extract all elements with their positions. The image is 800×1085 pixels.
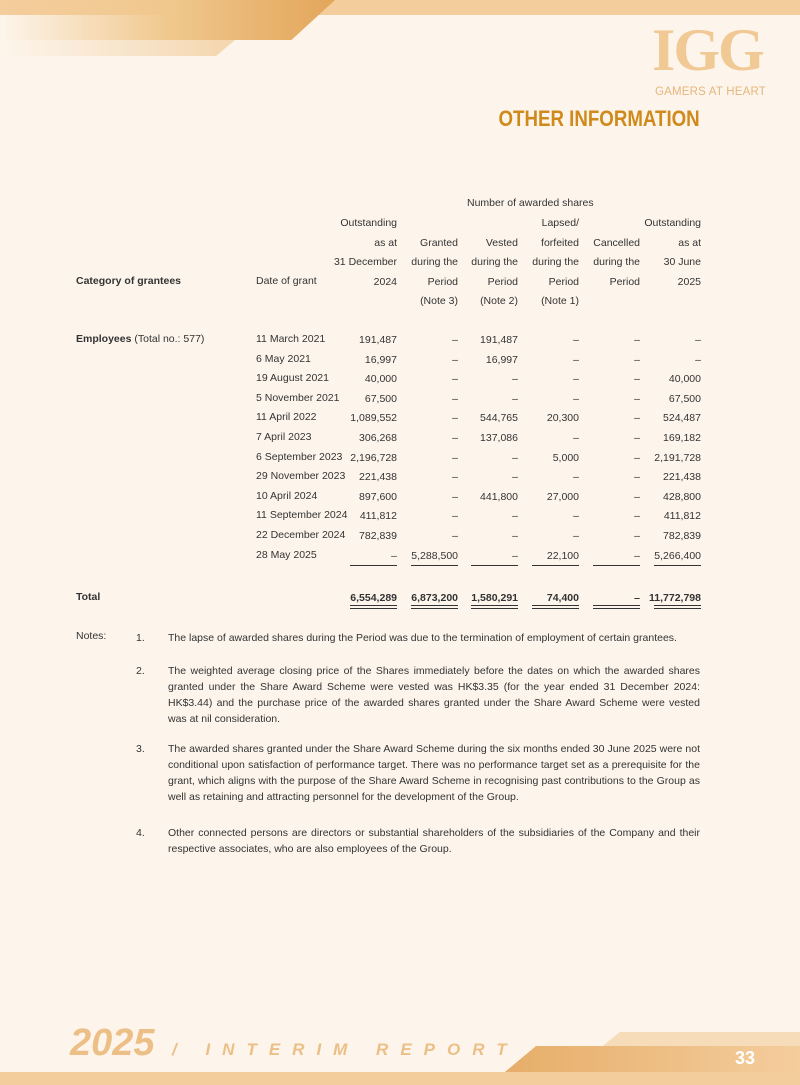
col-header-line: Lapsed/ [541, 217, 579, 229]
col-header-line: during the [411, 256, 458, 268]
share-value: – [512, 549, 518, 562]
share-value: 27,000 [546, 490, 579, 503]
col-header-line: 30 June [663, 256, 701, 268]
total-value: 11,772,798 [649, 592, 701, 604]
share-value: 221,438 [663, 471, 701, 484]
share-value: – [634, 334, 640, 346]
col-header-date: Date of grant [256, 275, 317, 287]
category-employees [76, 333, 204, 345]
section-title: OTHER INFORMATION [498, 106, 700, 131]
total-value: – [634, 592, 640, 604]
col-header-line: Cancelled [593, 236, 640, 249]
total-value: 6,873,200 [411, 592, 458, 604]
share-value: 40,000 [364, 373, 397, 386]
total-double-rule [532, 605, 579, 609]
share-value: 428,800 [663, 490, 701, 503]
total-label: Total [76, 591, 101, 603]
share-value: – [512, 510, 518, 523]
share-value: – [573, 530, 579, 542]
share-value: – [452, 412, 458, 425]
share-value: 5,266,400 [654, 549, 701, 562]
total-double-rule [350, 605, 397, 609]
share-value: 67,500 [668, 392, 701, 405]
note-text: The lapse of awarded shares during the Period was due to the termination of employment of certain grantees. [168, 632, 677, 644]
share-value: – [452, 392, 458, 405]
total-double-rule [471, 605, 518, 609]
grant-date: 11 September 2024 [256, 509, 348, 522]
share-value: 782,839 [359, 530, 397, 542]
col-header-line: Vested [485, 236, 518, 249]
share-value: 40,000 [668, 373, 701, 386]
footer-year: 2025 [70, 1022, 155, 1064]
grant-date: 22 December 2024 [256, 529, 346, 541]
col-header-line: 2024 [373, 275, 397, 288]
share-value: – [634, 412, 640, 425]
share-value: 1,089,552 [350, 412, 397, 425]
grant-date: 28 May 2025 [256, 548, 317, 561]
col-header-line: (Note 2) [480, 295, 518, 307]
share-value: – [452, 353, 458, 366]
share-value: 2,196,728 [350, 451, 397, 464]
share-value: – [573, 510, 579, 523]
col-header-line: Granted [420, 236, 458, 249]
share-value: – [512, 392, 518, 405]
share-value: – [634, 471, 640, 484]
share-value: 782,839 [663, 530, 701, 542]
col-header-line: as at [374, 236, 397, 249]
share-value: – [512, 373, 518, 386]
share-value: – [573, 373, 579, 386]
share-value: 137,086 [480, 432, 518, 444]
share-value: – [512, 451, 518, 464]
share-value: 897,600 [359, 490, 397, 503]
note-text: The awarded shares granted under the Share Award Scheme during the six months ended 30 June 2025 were not conditional upon satisfaction of performance target. There was no performance target set as a prerequisite for the grant, which aligns with the purpose of the Share Award Scheme in recognising past contributions to the Group as well as retaining and attracting personnel for the development of the Group. [168, 743, 700, 803]
header-swoosh [0, 0, 335, 40]
share-value: – [573, 471, 579, 484]
grant-date: 7 April 2023 [256, 431, 312, 443]
col-header-line: (Note 3) [420, 295, 458, 307]
col-header-line: Period [609, 275, 640, 288]
grant-date: 19 August 2021 [256, 372, 329, 385]
share-value: – [634, 392, 640, 405]
col-header-line: during the [593, 256, 640, 268]
share-value: 524,487 [663, 412, 701, 425]
share-value: – [452, 334, 458, 346]
share-value: – [634, 490, 640, 503]
note-number: 2. [136, 665, 145, 677]
share-value: 441,800 [480, 490, 518, 503]
note-text: Other connected persons are directors or substantial shareholders of the subsidiaries of the Company and their respective associates, who are also employees of the Group. [168, 827, 700, 855]
share-value: – [452, 432, 458, 444]
share-value: – [512, 530, 518, 542]
total-value: 74,400 [546, 592, 579, 604]
share-value: 169,182 [663, 432, 701, 444]
col-header-line: during the [471, 256, 518, 268]
col-header-category: Category of grantees [76, 275, 182, 287]
share-value: – [391, 549, 397, 562]
share-value: 16,997 [485, 353, 518, 366]
share-value: 411,812 [359, 510, 397, 523]
note-text: The weighted average closing price of the Shares immediately before the dates on which the awarded shares granted under the Share Award Scheme were vested was HK$3.35 (for the year ended 31 December 2024: HK$3.44) and the purchase price of the awarded shares granted under the Share Award Scheme were vested was at nil consideration. [168, 665, 700, 725]
notes-label: Notes: [76, 630, 107, 642]
share-value: 191,487 [359, 334, 397, 346]
share-value: – [695, 334, 701, 346]
col-header-line: during the [532, 256, 579, 268]
page-number: 33 [735, 1048, 756, 1068]
footer-band [0, 1072, 800, 1085]
logo-tagline: GAMERS AT HEART [655, 86, 766, 98]
col-header-line: (Note 1) [541, 295, 579, 307]
col-header-line: Period [427, 275, 458, 288]
col-header-line: forfeited [541, 236, 579, 249]
col-header-line: 31 December [333, 256, 397, 268]
share-value: – [452, 510, 458, 523]
grant-date: 5 November 2021 [256, 391, 340, 404]
share-value: 67,500 [364, 392, 397, 405]
category-count: (Total no.: 577) [131, 333, 205, 345]
total-double-rule [654, 605, 701, 609]
subtotal-rule [471, 565, 518, 566]
share-value: – [573, 432, 579, 444]
share-value: – [452, 451, 458, 464]
subtotal-rule [654, 565, 701, 566]
col-header-line: Period [487, 275, 518, 288]
share-value: – [634, 353, 640, 366]
share-value: – [452, 490, 458, 503]
col-header-line: 2025 [677, 275, 701, 288]
total-double-rule [411, 605, 458, 609]
share-value: 16,997 [364, 353, 397, 366]
share-value: 5,288,500 [411, 549, 458, 562]
total-value: 1,580,291 [471, 592, 518, 604]
share-value: 191,487 [480, 334, 518, 346]
share-value: – [634, 549, 640, 562]
share-value: – [634, 530, 640, 542]
subtotal-rule [350, 565, 397, 566]
share-value: – [634, 510, 640, 523]
share-value: – [452, 530, 458, 542]
note-number: 3. [136, 743, 145, 755]
share-value: 544,765 [480, 412, 518, 425]
note-number: 1. [136, 632, 145, 644]
share-value: 221,438 [359, 471, 397, 484]
subtotal-rule [411, 565, 458, 566]
grant-date: 10 April 2024 [256, 489, 318, 502]
total-value: 6,554,289 [350, 592, 397, 604]
col-header-line: Period [548, 275, 579, 288]
grant-date: 29 November 2023 [256, 470, 346, 483]
share-value: – [573, 334, 579, 346]
col-header-line: Outstanding [644, 217, 701, 229]
share-value: 20,300 [546, 412, 579, 425]
share-value: 5,000 [552, 451, 579, 464]
igg-logo: IGG [652, 17, 763, 83]
share-value: 306,268 [359, 432, 397, 444]
share-value: – [573, 392, 579, 405]
share-value: – [634, 432, 640, 444]
category-name: Employees [76, 333, 132, 345]
header-swoosh-secondary [0, 40, 235, 56]
share-value: – [452, 373, 458, 386]
footer-report-title: / INTERIM REPORT [172, 1040, 519, 1059]
group-header: Number of awarded shares [467, 197, 594, 209]
share-value: – [695, 353, 701, 366]
share-value: – [634, 373, 640, 386]
footer-swoosh-light [600, 1032, 800, 1048]
col-header-line: as at [678, 236, 701, 249]
total-double-rule [593, 605, 640, 609]
col-header-line: Outstanding [340, 217, 397, 229]
grant-date: 6 September 2023 [256, 450, 343, 463]
share-value: – [512, 471, 518, 484]
share-value: – [452, 471, 458, 484]
share-value: 2,191,728 [654, 451, 701, 464]
subtotal-rule [532, 565, 579, 566]
share-value: 22,100 [546, 549, 579, 562]
share-value: 411,812 [663, 510, 701, 523]
grant-date: 11 April 2022 [256, 411, 317, 424]
note-number: 4. [136, 827, 145, 839]
share-value: – [634, 451, 640, 464]
subtotal-rule [593, 565, 640, 566]
grant-date: 11 March 2021 [256, 333, 326, 345]
grant-date: 6 May 2021 [256, 352, 311, 365]
share-value: – [573, 353, 579, 366]
